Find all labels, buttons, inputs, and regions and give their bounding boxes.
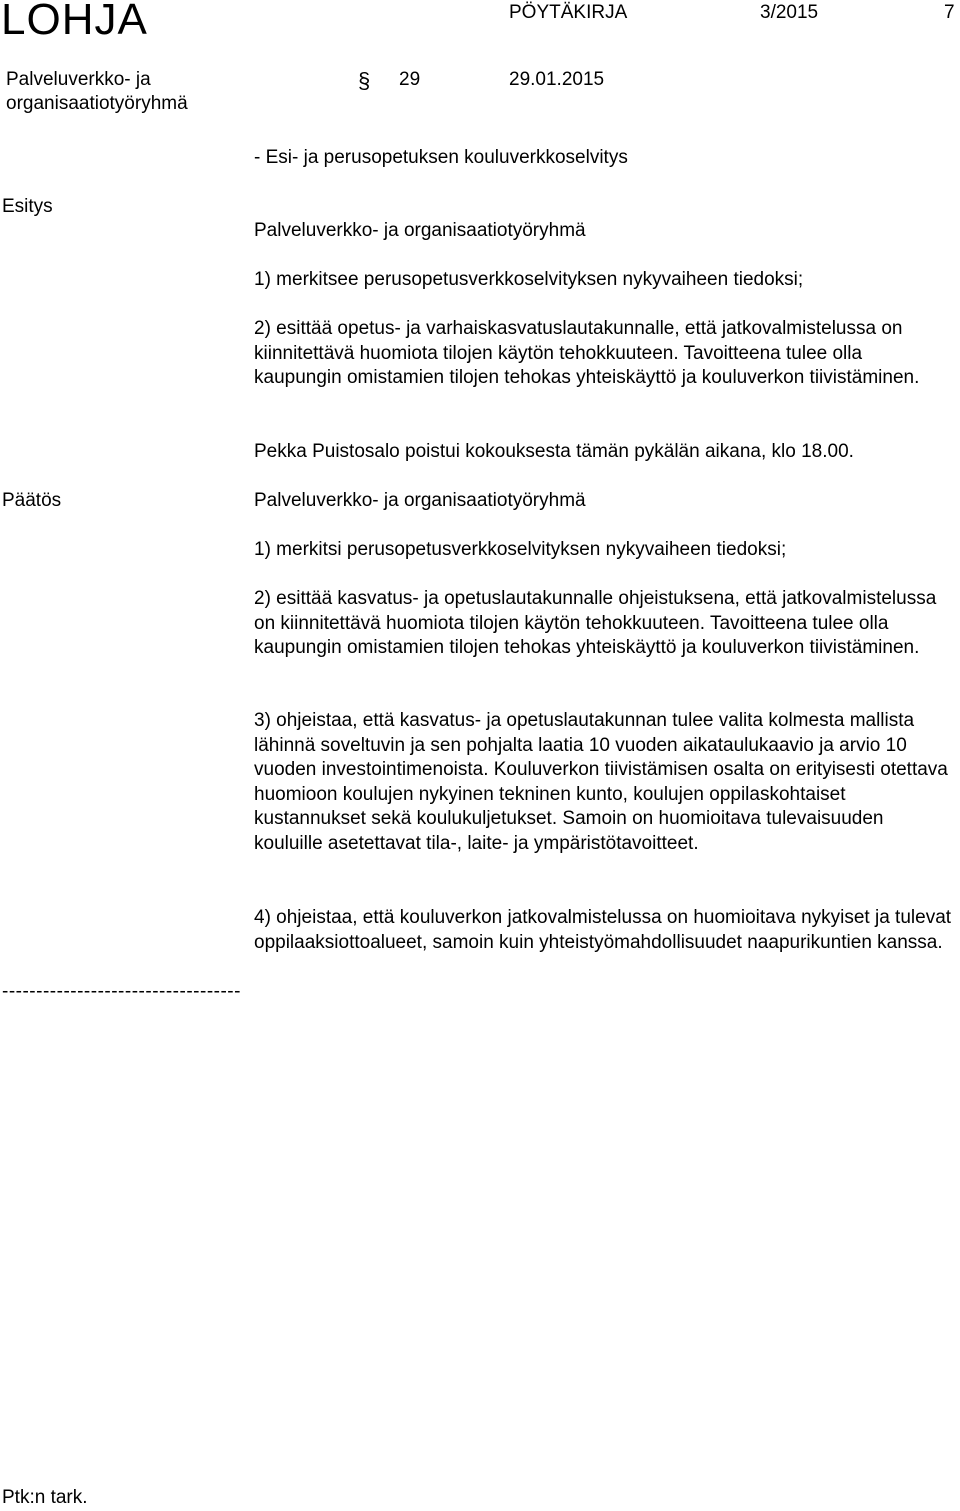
esitys-point-1: 1) merkitsee perusopetusverkkoselvityksen nykyvaiheen tiedoksi;	[254, 269, 804, 290]
item-title: - Esi- ja perusopetuksen kouluverkkoselvitys	[254, 147, 628, 168]
esitys-label: Esitys	[2, 196, 53, 217]
document-type: PÖYTÄKIRJA	[509, 2, 628, 23]
document-number: 3/2015	[760, 2, 819, 23]
esitys-point-2: 2) esittää opetus- ja varhaiskasvatuslautakunnalle, että jatkovalmistelussa on kiinnitettävä huomiota tilojen käytön tehokkuuteen. Tavoitteena tulee olla kaupungin omistamien tilojen tehokas yhteiskäyttö ja kouluverkon tiivistäminen.	[254, 318, 920, 388]
page-number: 7	[944, 2, 955, 23]
svg-text:§: §	[358, 70, 371, 92]
esitys-note: Pekka Puistosalo poistui kokouksesta tämän pykälän aikana, klo 18.00.	[254, 441, 854, 462]
paatos-point-1: 1) merkitsi perusopetusverkkoselvityksen nykyvaiheen tiedoksi;	[254, 539, 787, 560]
footer-inspection-note: Ptk:n tark.	[2, 1487, 88, 1508]
section-number: 29	[399, 69, 421, 90]
lohja-logo: LOHJA	[1, 0, 148, 44]
separator-line: -----------------------------------	[2, 981, 241, 1002]
section-sign-icon	[356, 70, 376, 92]
paatos-point-2: 2) esittää kasvatus- ja opetuslautakunnalle ohjeistuksena, että jatkovalmistelussa on kiinnitettävä huomiota tilojen käytön tehokkuuteen. Tavoitteena tulee olla kaupungin omistamien tilojen tehokas yhteiskäyttö ja kouluverkon tiivistäminen.	[254, 588, 937, 658]
paatos-point-3: 3) ohjeistaa, että kasvatus- ja opetuslautakunnan tulee valita kolmesta mallista lähinnä soveltuvin ja sen pohjalta laatia 10 vuoden aikataulukaavio ja arvio 10 vuoden investointimenoista. Kouluverkon tiivistämisen osalta on erityisesti otettava huomioon koulujen nykyinen tekninen kunto, koulujen oppilaskohtaiset kustannukset sekä koulukuljetukset. Samoin on huomioitava tulevaisuuden kouluille asetettavat tila-, laite- ja ympäristötavoitteet.	[254, 710, 948, 854]
committee-name-line1: Palveluverkko- ja	[6, 69, 151, 90]
meeting-date: 29.01.2015	[509, 69, 605, 90]
paatos-label: Päätös	[2, 490, 62, 511]
paatos-body-name: Palveluverkko- ja organisaatiotyöryhmä	[254, 490, 586, 511]
committee-name-line2: organisaatiotyöryhmä	[6, 93, 188, 114]
esitys-body-name: Palveluverkko- ja organisaatiotyöryhmä	[254, 220, 586, 241]
paatos-point-4: 4) ohjeistaa, että kouluverkon jatkovalmistelussa on huomioitava nykyiset ja tulevat oppilaaksiottoalueet, samoin kuin yhteistyömahdollisuudet naapurikuntien kanssa.	[254, 907, 952, 953]
